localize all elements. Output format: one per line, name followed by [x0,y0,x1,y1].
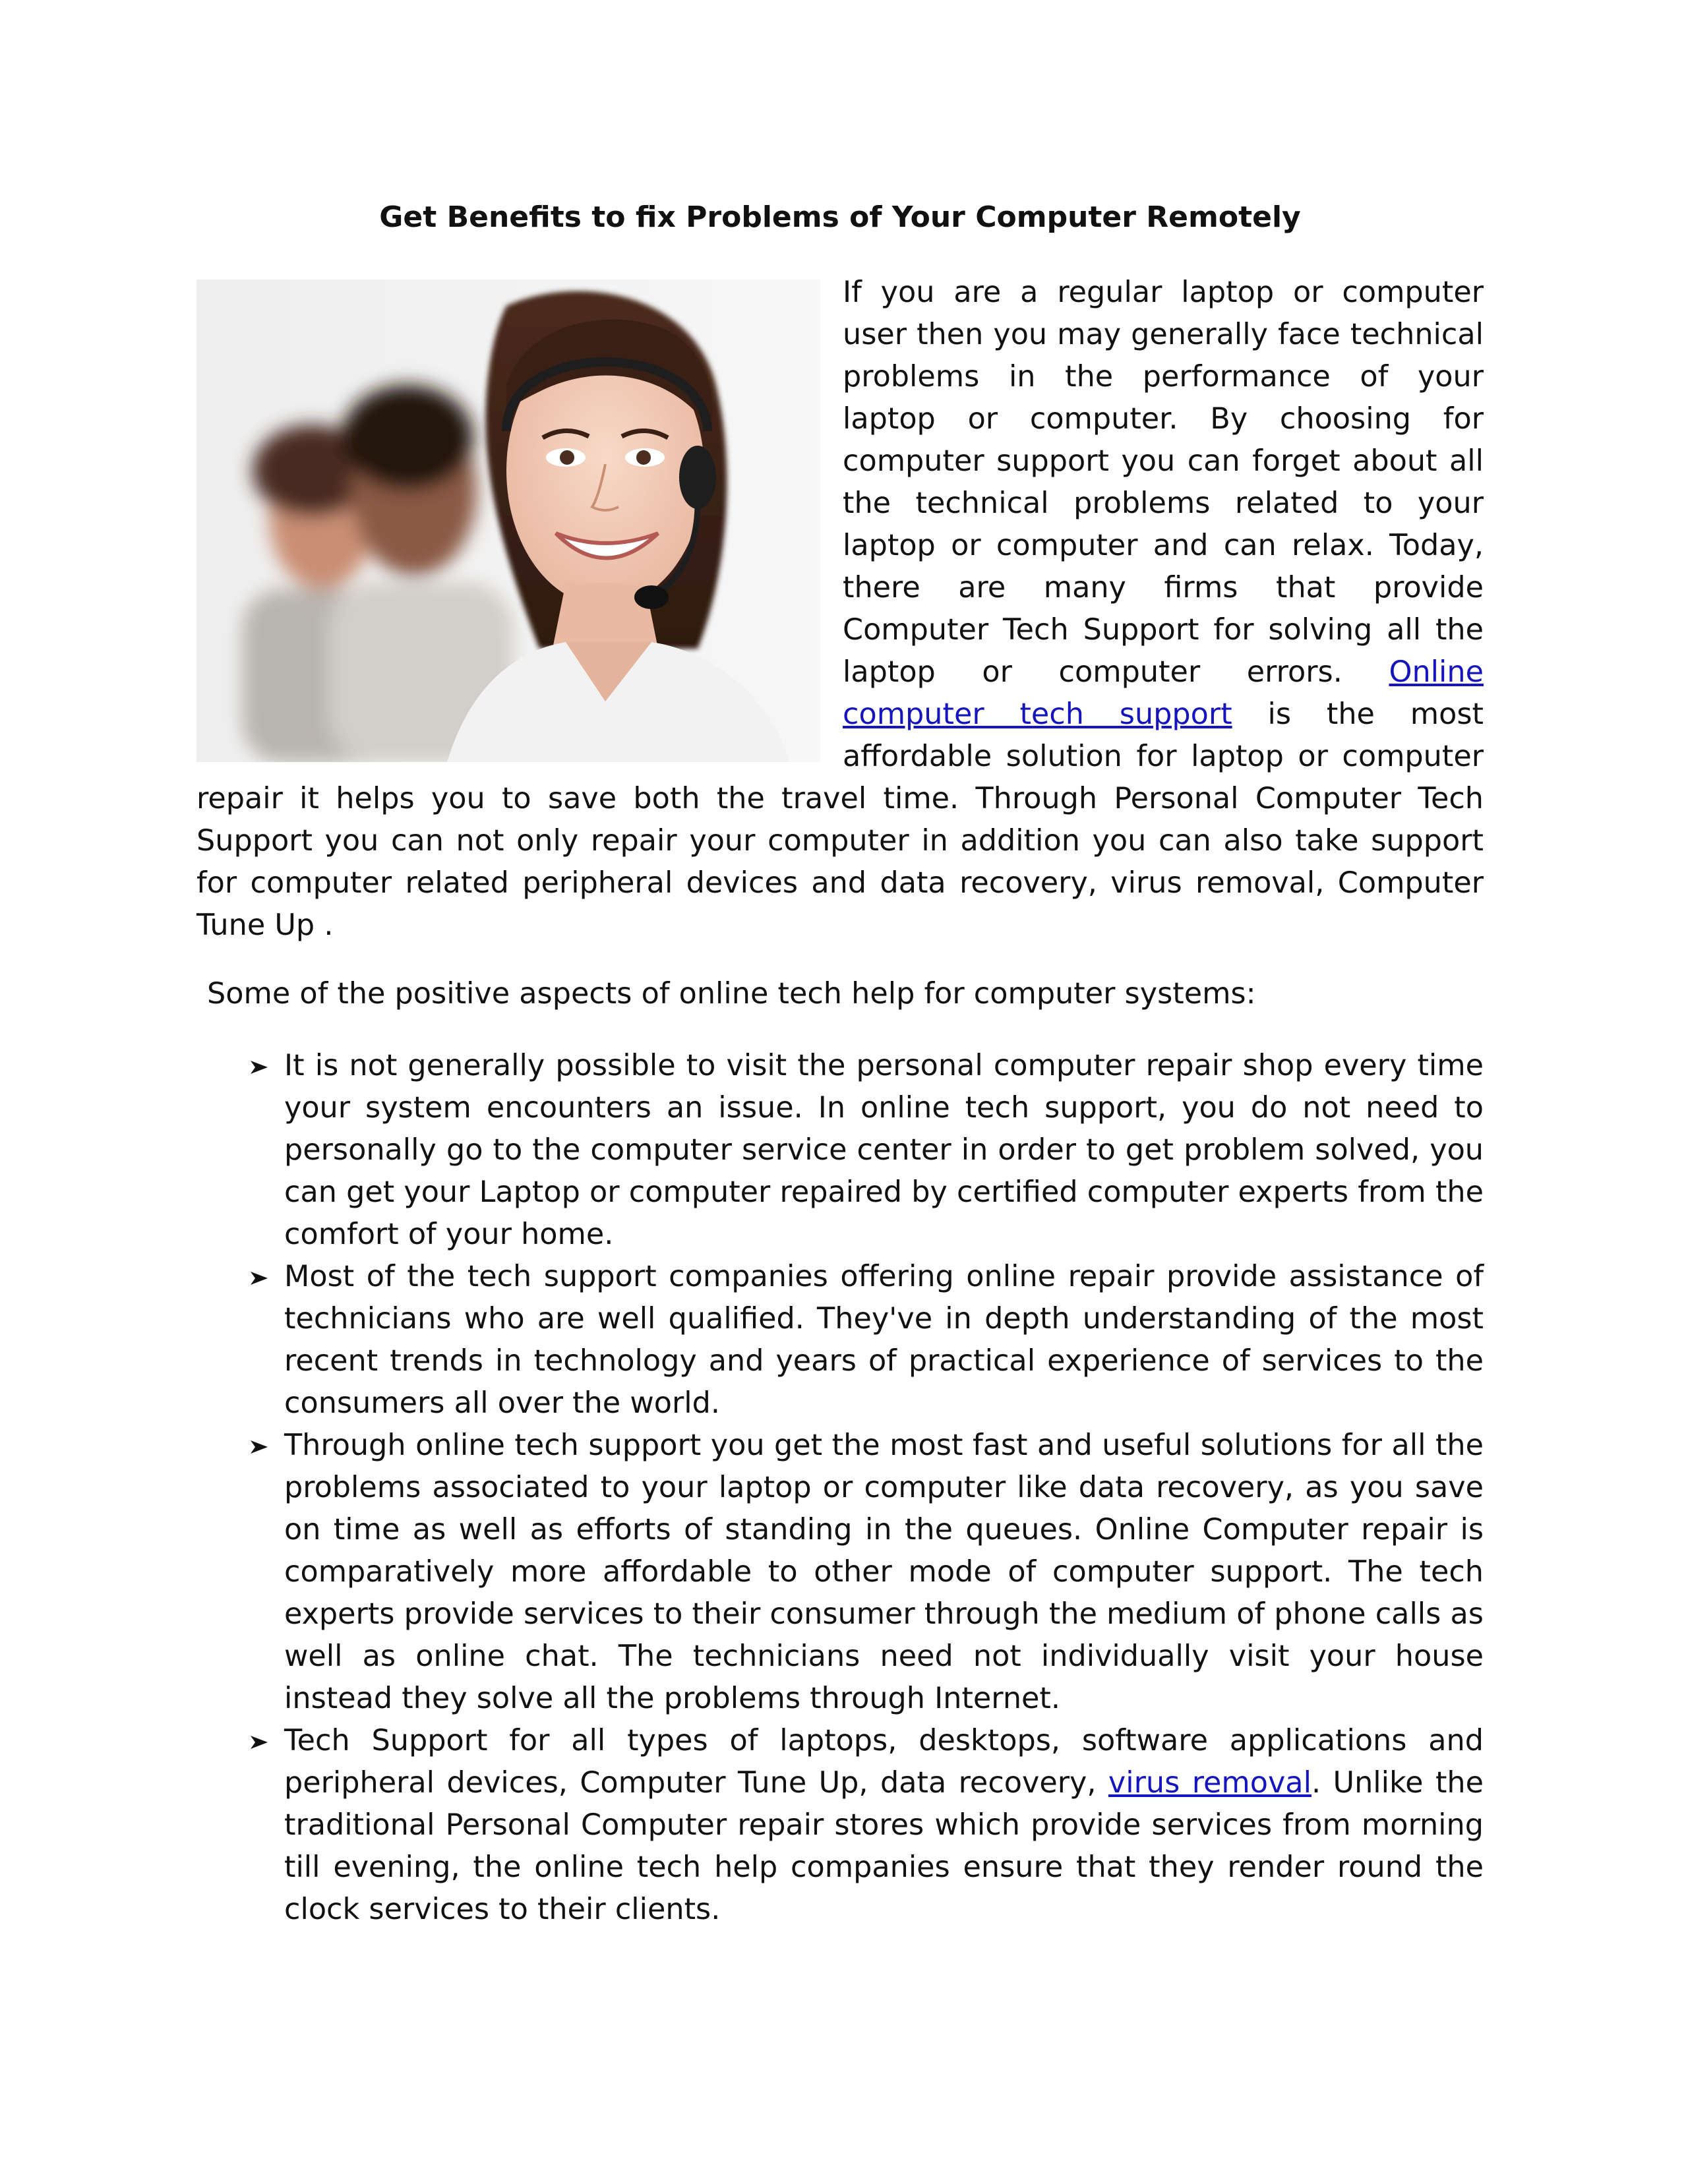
benefit-text: Through online tech support you get the most fast and useful solutions for all the problems associated to your laptop or computer like data recovery, as you save on time as well as efforts of standing in the queues. Online Computer repair is comparatively more affordable to other mode of computer support. The tech experts provide services to their consumer through the medium of phone calls as well as online chat. The technicians need not individually visit your house instead they solve all the problems through Internet. [284,1429,1484,1715]
list-item [249,1045,1484,1256]
intro-text-part-2: is the most affordable solution for laptop or computer repair it helps you to save both the travel time. Through Personal Computer Tech Support you can not only repair your computer in addition you can also take support for computer related peripheral devices and data recovery, virus removal, Computer Tune Up . [196,697,1484,942]
arrowhead-bullet-icon [249,1720,272,1762]
arrowhead-bullet-icon [249,1045,272,1087]
benefit-text: Most of the tech support companies offering online repair provide assistance of technicians who are well qualified. They've in depth understanding of the most recent trends in technology and years of practical experience of services to the consumers all over the world. [284,1260,1484,1420]
virus-removal-link[interactable]: virus removal [1108,1766,1311,1800]
document-title: Get Benefits to fix Problems of Your Computer Remotely [379,200,1301,234]
arrowhead-bullet-icon [249,1256,272,1298]
aspects-heading: Some of the positive aspects of online tech help for computer systems: [207,977,1256,1011]
list-item [249,1256,1484,1425]
benefits-list [249,1045,1484,1931]
arrowhead-bullet-icon [249,1425,272,1467]
customer-support-agent-photo [196,280,820,762]
benefit-text: It is not generally possible to visit the personal computer repair shop every time your system encounters an issue. In online tech support, you do not need to personally go to the computer service center in order to get problem solved, you can get your Laptop or computer repaired by certified computer experts from the comfort of your home. [284,1049,1484,1251]
online-computer-tech-support-link[interactable]: Online computer tech support [843,655,1484,731]
list-item [249,1720,1484,1931]
list-item [249,1425,1484,1720]
benefit-text-before-link: Tech Support for all types of laptops, desktops, software applications and peripheral devices, Computer Tune Up, data recovery, [284,1724,1484,1800]
benefit-text-after-link: . Unlike the traditional Personal Computer repair stores which provide services from morning till evening, the online tech help companies ensure that they render round the clock services to their clients. [284,1766,1484,1926]
intro-text-part-1: If you are a regular laptop or computer user then you may generally face technical problems in the performance of your laptop or computer. By choosing for computer support you can forget about all the technical problems related to your laptop or computer and can relax. Today, there are many firms that provide Computer Tech Support for solving all the laptop or computer errors. [843,276,1484,689]
intro-paragraph [196,272,1484,947]
